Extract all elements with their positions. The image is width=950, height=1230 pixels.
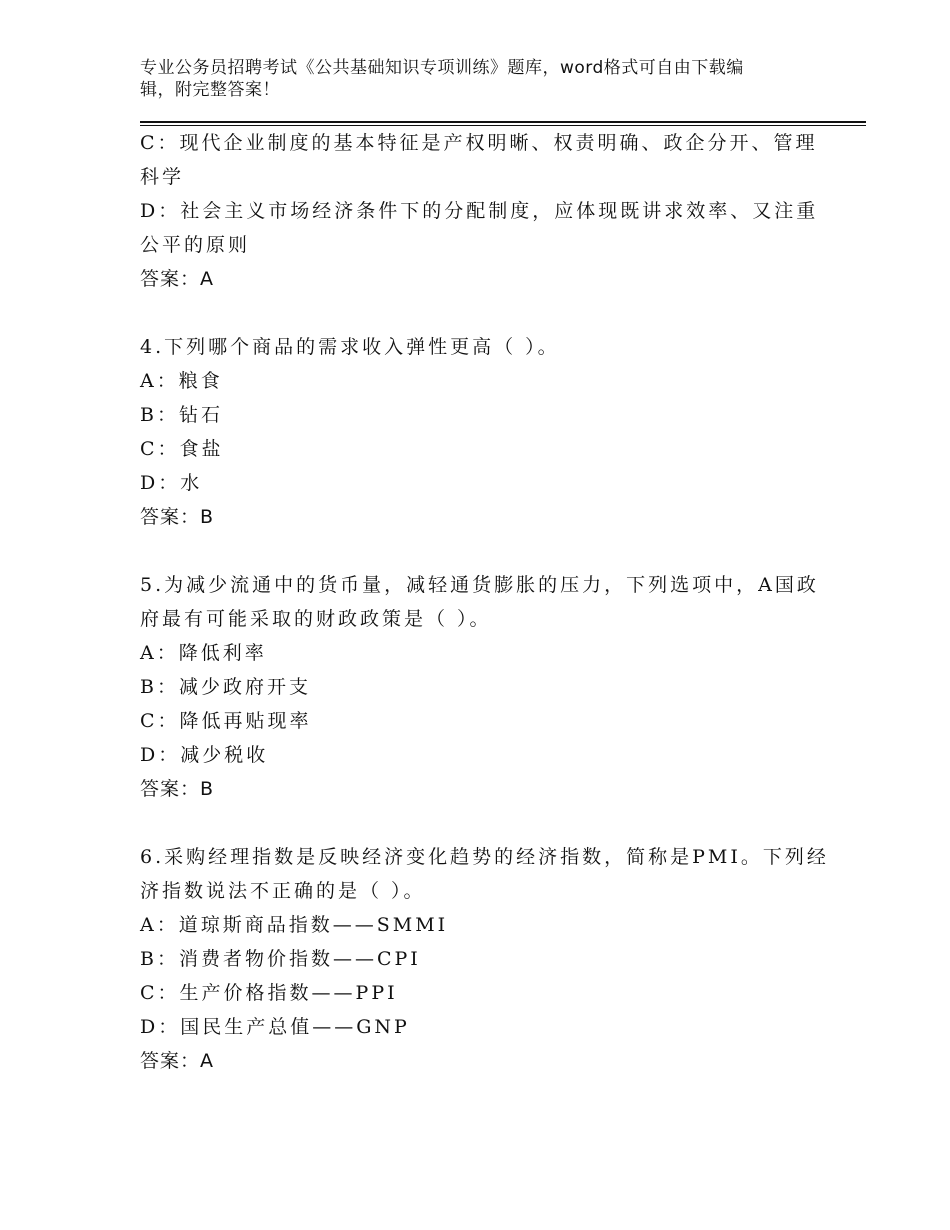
answer-4: 答案：B [140,506,215,528]
question-6 [140,840,829,1078]
question-stem-line-2: 府最有可能采取的财政政策是（ ）。 [140,608,492,630]
question-stem-line-2: 济指数说法不正确的是（ ）。 [140,880,426,902]
option-c: C：生产价格指数——PPI [140,982,398,1004]
header-line-1: 专业公务员招聘考试《公共基础知识专项训练》题库，word格式可自由下载编 [140,58,744,78]
question-5 [140,568,820,806]
document-body [140,126,829,1078]
option-c: C：食盐 [140,438,224,460]
answer-6: 答案：A [140,1050,214,1072]
option-d-line-2: 公平的原则 [140,234,251,256]
option-d: D：水 [140,472,203,494]
question-stem-line-1: 5.为减少流通中的货币量，减轻通货膨胀的压力，下列选项中，A国政 [140,574,819,596]
question-stem: 4.下列哪个商品的需求收入弹性更高（ ）。 [140,336,560,358]
option-b: B：消费者物价指数——CPI [140,948,421,970]
option-a: A：道琼斯商品指数——SMMI [140,914,449,936]
option-c-line-2: 科学 [140,166,185,188]
spacer [140,806,820,840]
option-d: D：减少税收 [140,744,269,766]
question-stem-line-1: 6.采购经理指数是反映经济变化趋势的经济指数，简称是PMI。下列经 [140,846,829,868]
answer-3: 答案：A [140,268,214,290]
option-a: A：粮食 [140,370,223,392]
spacer [140,296,820,330]
option-d: D：国民生产总值——GNP [140,1016,410,1038]
option-b: B：钻石 [140,404,223,426]
option-c: C：降低再贴现率 [140,710,312,732]
option-d-line-1: D：社会主义市场经济条件下的分配制度，应体现既讲求效率、又注重 [140,200,819,222]
header-line-2: 辑，附完整答案！ [140,80,280,100]
option-b: B：减少政府开支 [140,676,311,698]
option-c-line-1: C：现代企业制度的基本特征是产权明晰、权责明确、政企分开、管理 [140,132,818,154]
spacer [140,534,820,568]
question-3-tail [140,126,820,296]
header-rule-thick [140,121,866,123]
answer-5: 答案：B [140,778,215,800]
question-4 [140,330,820,534]
document-header [140,57,820,101]
option-a: A：降低利率 [140,642,267,664]
